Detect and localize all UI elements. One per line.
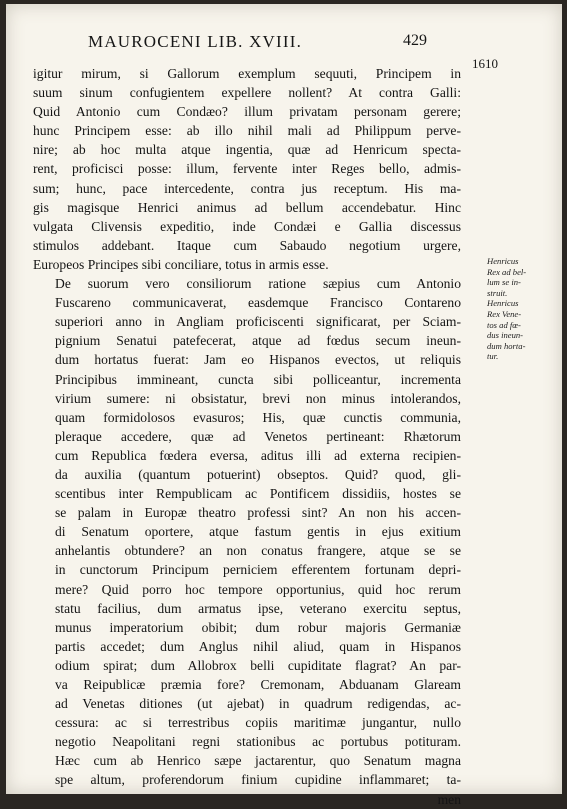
paragraph-2 — [33, 274, 461, 809]
text-line: hunc Principem esse: ab illo nihil mali ad Philippum perve- — [33, 123, 461, 139]
text-line: Hæc cum ab Henrico sæpe jactarentur, quo Senatum magna — [55, 753, 461, 769]
text-line: pleraque accedere, quæ ad Venetos pertineant: Rhætorum — [55, 428, 461, 444]
text-line: in cunctorum Principum perniciem efferentem fortunam depri- — [55, 562, 461, 578]
text-line: ad Venetas ditiones (ut ajebat) in quadrum redigendas, ac- — [55, 696, 461, 712]
text-line: suum sinum confugientem expellere nollent? At contra Galli: — [33, 85, 461, 101]
text-line: men — [437, 791, 461, 807]
text-line: munus imperatorium obibit; dum robur majoris Germaniæ — [55, 619, 461, 635]
margin-note — [487, 256, 547, 362]
margin-note-line: Henricus — [487, 256, 519, 266]
text-line: superiori anno in Angliam proficiscenti significarat, per Sciam- — [55, 314, 461, 330]
margin-note-line: dus ineun- — [487, 330, 524, 341]
margin-note-line: lum se in- — [487, 277, 521, 288]
text-line: se palam in Europæ theatro professi sint? An non his accen- — [55, 505, 461, 521]
text-line: quam formidolosos evasuros; His, quæ cunctis communia, — [55, 409, 461, 425]
margin-note-line: Henricus — [487, 298, 519, 309]
book-page — [6, 4, 562, 807]
text-line: nire; ab hoc multa atque ingentia, quæ ad Henricum specta- — [33, 142, 461, 158]
text-line: da auxilia (quantum potuerint) obseptos. Quid? quod, gli- — [55, 466, 461, 482]
margin-note-line: tos ad fœ- — [487, 319, 521, 330]
text-line: scentibus inter Rempublicam ac Pontificem dissidiis, hostes se — [55, 486, 461, 502]
text-line: anhelantis obtundere? an non conatus frangere, atque se se — [55, 543, 461, 559]
text-line: spe altum, proferendorum finium cupidine inflammaret; ta- — [55, 772, 461, 788]
margin-note-line: struit. — [487, 287, 508, 298]
text-line: dum hortatus fuerat: Jam eo Hispanos evectos, ut reliquis — [55, 352, 461, 368]
text-line: pignium Senatui patefecerat, atque ad fœdus secum ineun- — [55, 333, 461, 349]
margin-note-line: tur. — [487, 351, 499, 362]
text-line: sum; hunc, pace intercedente, contra jus receptum. His ma- — [33, 180, 461, 196]
text-line: statu facilius, dum armatus ipse, veterano exercitu septus, — [55, 600, 461, 616]
text-line: igitur mirum, si Gallorum exemplum sequuti, Principem in — [33, 66, 461, 81]
text-line: Fuscareno communicaverat, easdemque Francisco Contareno — [55, 295, 461, 311]
margin-note-line: Rex Vene- — [487, 308, 522, 319]
text-line: gis magisque Henrici animus ad bellum accendebatur. Hinc — [33, 199, 461, 215]
paragraph-1 — [33, 64, 461, 274]
text-line: cessura: ac si terrestribus copiis maritimæ jungantur, nullo — [55, 715, 461, 731]
text-line: rent, proficisci posse: illum, fervente inter Reges bello, admis- — [33, 161, 461, 177]
text-line: Quid Antonio cum Condæo? illum privatam personam gerere; — [33, 104, 461, 120]
text-line: virium sumere: ni obsistatur, brevi non minus intolerandos, — [55, 390, 461, 406]
text-line: partis accedet; dum Anglus nihil aliud, quam in Hispanos — [55, 638, 461, 654]
text-line: vulgata Clivensis expeditio, inde Condæi e Gallia discessus — [33, 218, 461, 234]
text-line: stimulos addebant. Itaque cum Sabaudo negotium urgere, — [33, 237, 461, 253]
text-line: De suorum vero consiliorum ratione sæpius cum Antonio — [55, 276, 461, 292]
page-number: 429 — [403, 32, 427, 49]
running-head: MAUROCENI LIB. XVIII. — [88, 32, 303, 51]
margin-year: 1610 — [472, 56, 498, 71]
text-line: va Reipublicæ præmia fore? Cremonam, Abduanam Glaream — [55, 677, 461, 692]
text-line: cum Republica fœdera eversa, aditus illi ad externa recipien- — [55, 447, 461, 463]
margin-note-line: dum horta- — [487, 340, 526, 351]
margin-note-line: Rex ad bel- — [487, 266, 527, 277]
text-line: di Senatum oportere, atque fastum gentis in ejus exitium — [55, 524, 461, 540]
text-line: negotio Neapolitani regni stationibus ac portubus potituram. — [55, 734, 461, 750]
body-text — [33, 64, 461, 809]
page-header — [6, 32, 562, 52]
text-line: Principibus immineant, cuncta sibi polliceantur, incrementa — [55, 371, 461, 387]
text-line: odium spirat; dum Allobrox belli cupiditate flagrat? An par- — [55, 657, 461, 673]
text-line: mere? Quid porro hoc tempore opportunius, quid hoc rerum — [55, 581, 461, 597]
text-line: Europeos Principes sibi conciliare, totus in armis esse. — [33, 256, 329, 272]
